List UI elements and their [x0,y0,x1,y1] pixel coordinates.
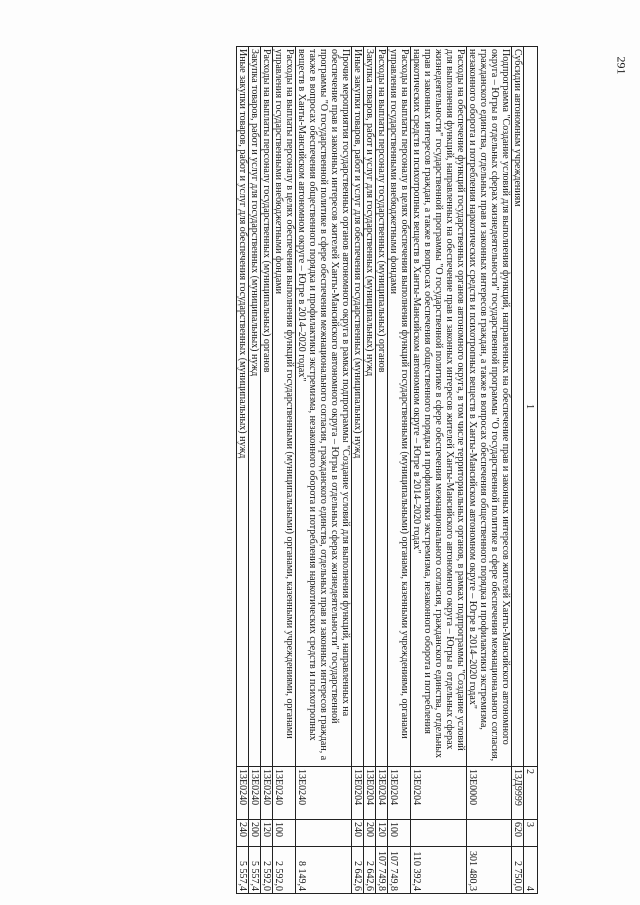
table-row [411,47,467,894]
table-row [296,47,352,894]
table-row [261,47,273,894]
header-cell-3: 3 [524,820,538,847]
row-sum: 2 642,6 [352,847,364,894]
row-name: Субсидии автономным учреждениям [512,47,524,767]
row-name: Закупка товаров, работ и услуг для государственных (муниципальных) нужд [364,47,376,767]
row-code: 13Е0204 [364,767,376,820]
table-row [467,47,512,894]
row-kind: 200 [364,820,376,847]
row-code: 13Д9999 [512,767,524,820]
table-row [273,47,296,894]
row-sum: 5 557,4 [237,847,249,894]
table-header-row [524,47,538,894]
row-code: 13Е0204 [411,767,467,820]
table-row [376,47,388,894]
header-cell-1: 1 [524,47,538,767]
table-row [249,47,261,894]
rotated-page [102,46,538,894]
row-code: 13Е0204 [352,767,364,820]
row-kind [296,820,352,847]
row-kind: 240 [352,820,364,847]
row-sum: 2 642,6 [364,847,376,894]
row-name: Расходы на выплаты персоналу государственных (муниципальных) органов [261,47,273,767]
row-sum: 110 392,4 [411,847,467,894]
row-name: Прочие мероприятия государственных органов автономного округа в рамках подпрограммы "Создание условий для выполнения функций, направленных на обеспечение прав и законных интересов жителей Ханты-Мансийского автономного округа – Югры в отдельных сферах жизнедеятельности" государственной программы "О государственной политике в сфере обеспечения межнационального согласия, гражданского единства, отдельных прав и законных интересов граждан, а также в вопросах обеспечения общественного порядка и профилактики экстремизма, незаконного оборота и потребления наркотических средств и психотропных веществ в Ханты-Мансийском автономном округе – Югре в 2014–2020 годах" [296,47,352,767]
row-kind: 620 [512,820,524,847]
row-name: Расходы на обеспечение функций государственных органов автономного округа, в том числе территориальных органов, в рамках подпрограммы "Создание условий для выполнения функций, направленных на обеспечение прав и законных интересов жителей Ханты-Мансийского автономного округа – Югры в отдельных сферах жизнедеятельности" государственной программы "О государственной политике в сфере обеспечения межнационального согласия, гражданского единства, отдельных прав и законных интересов граждан, а также в вопросах обеспечения общественного порядка и профилактики экстремизма, незаконного оборота и потребления наркотических средств и психотропных веществ в Ханты-Мансийском автономном округе – Югре в 2014–2020 годах" [411,47,467,767]
table-row [352,47,364,894]
row-code: 13Е0204 [376,767,388,820]
row-name: Подпрограмма "Создание условий для выполнения функций, направленных на обеспечение прав и законных интересов жителей Ханты-Мансийского автономного округа – Югры в отдельных сферах жизнедеятельности" государственной программы "О государственной политике в сфере обеспечения межнационального согласия, гражданского единства, отдельных прав и законных интересов граждан, а также в вопросах обеспечения общественного порядка и профилактики экстремизма, незаконного оборота и потребления наркотических средств и психотропных веществ в Ханты-Мансийском автономном округе – Югре в 2014–2020 годах" [467,47,512,767]
row-sum: 2 592,0 [273,847,296,894]
table-row [388,47,411,894]
row-sum: 8 149,4 [296,847,352,894]
row-kind [467,820,512,847]
row-name: Закупка товаров, работ и услуг для государственных (муниципальных) нужд [249,47,261,767]
row-sum: 2 592,0 [261,847,273,894]
row-code: 13Е0204 [388,767,411,820]
table-row [237,47,249,894]
row-kind: 240 [237,820,249,847]
row-code: 13Е0240 [249,767,261,820]
row-code: 13Е0240 [296,767,352,820]
row-code: 13Е0240 [261,767,273,820]
row-kind: 100 [273,820,296,847]
row-name: Расходы на выплаты персоналу государственных (муниципальных) органов [376,47,388,767]
table-row [364,47,376,894]
table-row [512,47,524,894]
budget-table [236,46,538,894]
header-cell-2: 2 [524,767,538,820]
row-sum: 107 749,8 [376,847,388,894]
row-code: 13Е0240 [273,767,296,820]
row-code: 13Е0000 [467,767,512,820]
row-name: Иные закупки товаров, работ и услуг для обеспечения государственных (муниципальных) нужд [352,47,364,767]
row-kind [411,820,467,847]
row-kind: 100 [388,820,411,847]
page-number: 291 [614,56,629,75]
row-name: Иные закупки товаров, работ и услуг для обеспечения государственных (муниципальных) нужд [237,47,249,767]
row-sum: 107 749,8 [388,847,411,894]
header-cell-4: 4 [524,847,538,894]
row-code: 13Е0240 [237,767,249,820]
row-sum: 2 750,0 [512,847,524,894]
row-name: Расходы на выплаты персоналу в целях обеспечения выполнения функций государственными (муниципальными) органами, казенными учреждениями, органами управления государственными внебюджетными фондами [273,47,296,767]
row-kind: 120 [376,820,388,847]
row-kind: 120 [261,820,273,847]
row-kind: 200 [249,820,261,847]
row-sum: 301 480,3 [467,847,512,894]
row-sum: 5 557,4 [249,847,261,894]
row-name: Расходы на выплаты персоналу в целях обеспечения выполнения функций государственными (муниципальными) органами, казенными учреждениями, органами управления государственными внебюджетными фондами [388,47,411,767]
